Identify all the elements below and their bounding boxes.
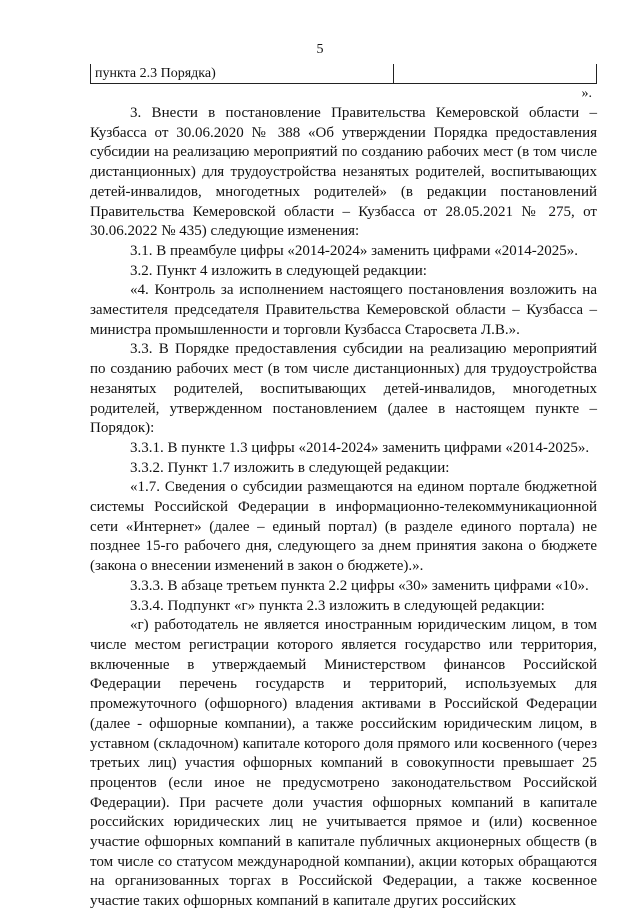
paragraph-3-3-1: 3.3.1. В пункте 1.3 цифры «2014-2024» заменить цифрами «2014-2025». [130,439,590,456]
paragraph-3-3-2: 3.3.2. Пункт 1.7 изложить в следующей редакции: [130,459,450,476]
paragraph-3-2: 3.2. Пункт 4 изложить в следующей редакции: [130,262,427,279]
paragraph-quote-g: «г) работодатель не является иностранным юридическим лицом, в том числе местом регистрации которого является государство или территория, включенные в утверждаемый Министерством финансов Российской Федерации перечень государств и территорий, используемых для промежуточного (офшорного) владения активами в Российской Федерации (далее - офшорные компании), а также российским юридическим лицом, в уставном (складочном) капитале которого доля прямого или косвенного (через третьих лиц) участия офшорных компаний в совокупности превышает 25 процентов (если иное не предусмотрено законодательством Российской Федерации). При расчете доли участия офшорных компаний в капитале российских юридических лиц не учитывается прямое и (или) косвенное участие офшорных компаний в капитале публичных акционерных обществ (в том числе со статусом международной компании), акции которых обращаются на организованных торгах в Российской Федерации, а также косвенное участие таких офшорных компаний в капитале других российских [90,617,597,910]
paragraph-quote-4: «4. Контроль за исполнением настоящего постановления возложить на заместителя председателя Правительства Кемеровской области – Кузбасса – министра промышленности и торговли Кузбасса Старосвета Л.В.». [90,282,597,338]
paragraph-3-3-3: 3.3.3. В абзаце третьем пункта 2.2 цифры «30» заменить цифрами «10». [130,577,589,594]
page-number: 5 [316,42,324,57]
paragraph-3-3-4: 3.3.4. Подпункт «г» пункта 2.3 изложить в следующей редакции: [130,597,545,614]
table-fragment [90,64,597,84]
closing-quote-mark: ». [581,86,592,101]
paragraph-3: 3. Внести в постановление Правительства Кемеровской области – Кузбасса от 30.06.2020 № 388 «Об утверждении Порядка предоставления субсидии на реализацию мероприятий по созданию рабочих мест (в том числе дистанционных) для трудоустройства незанятых родителей, воспитывающих детей-инвалидов, многодетных родителей» (в редакции постановлений Правительства Кемеровской области – Кузбасса от 28.05.2021 № 275, от 30.06.2022 № 435) следующие изменения: [90,105,597,240]
table-cell-left: пункта 2.3 Порядка) [91,64,394,83]
paragraph-3-1: 3.1. В преамбуле цифры «2014-2024» заменить цифрами «2014-2025». [130,242,579,259]
document-body [90,104,597,912]
paragraph-3-3: 3.3. В Порядке предоставления субсидии на реализацию мероприятий по созданию рабочих мест (в том числе дистанционных) для трудоустройства незанятых родителей, воспитывающих детей-инвалидов, многодетных родителей, утвержденном постановлением (далее в настоящем пункте – Порядок): [90,341,597,437]
paragraph-quote-1-7: «1.7. Сведения о субсидии размещаются на едином портале бюджетной системы Российской Федерации в информационно-телекоммуникационной сети «Интернет» (далее – единый портал) (в разделе единого портала) не позднее 15-го рабочего дня, следующего за днем принятия закона о бюджете (закона о внесении изменений в закон о бюджете).». [90,479,597,575]
